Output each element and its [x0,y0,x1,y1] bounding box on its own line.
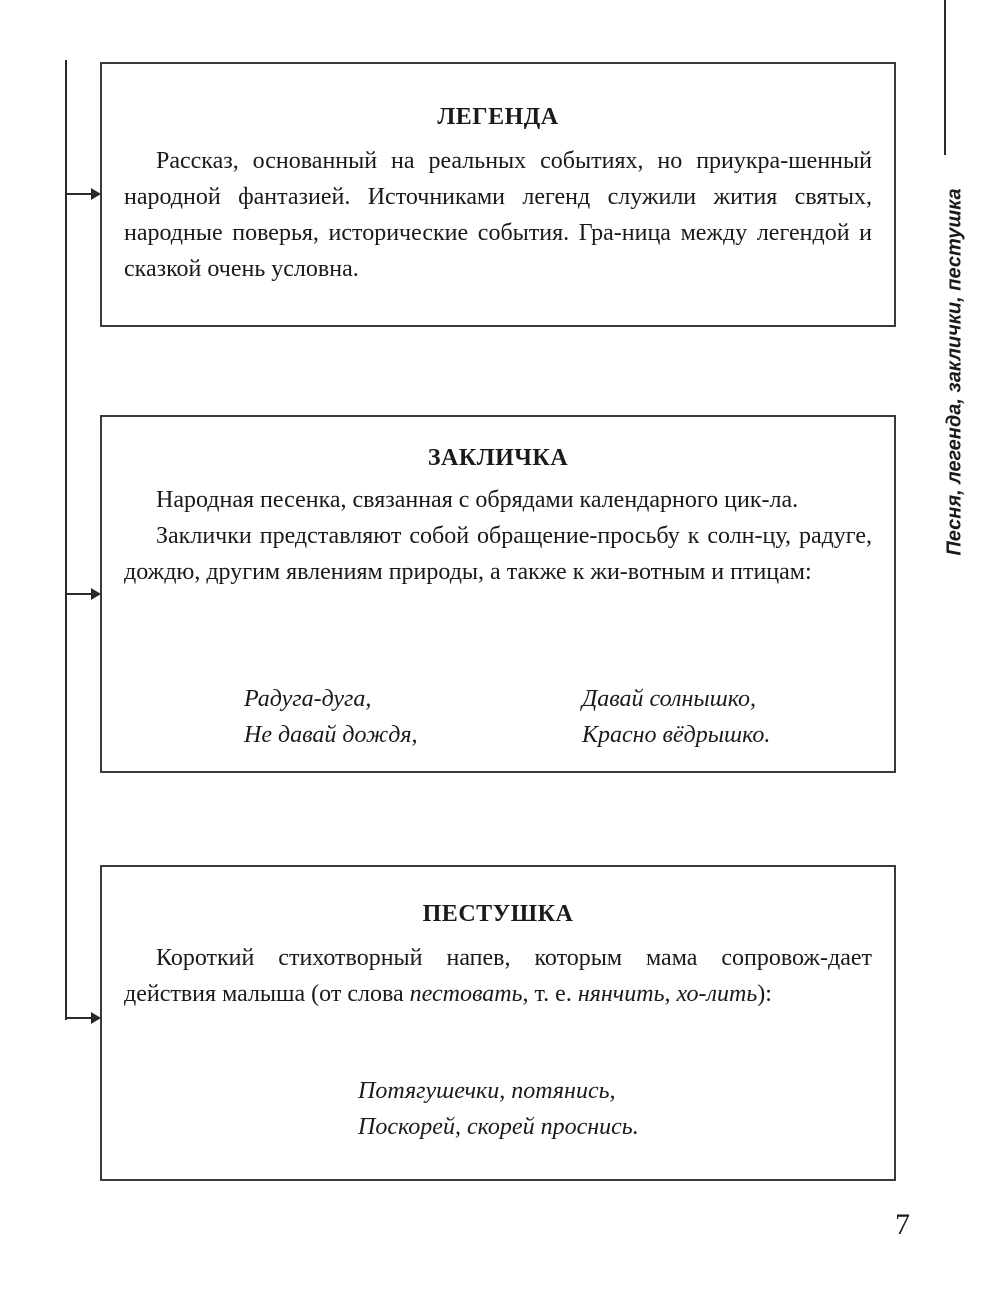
pestushka-text-after: ): [757,981,772,1007]
legenda-title: ЛЕГЕНДА [437,104,559,130]
zaklichka-poem-right [582,681,770,753]
connector-arrow-zaklichka [65,593,99,595]
pestushka-text-mid2: , [664,981,677,1007]
connector-arrow-legenda [65,193,99,195]
page-number: 7 [895,1208,910,1241]
pestushka-term-kholit: хо-лить [676,981,758,1007]
pestushka-box [100,865,896,1181]
poem-line: Красно вёдрышко. [582,722,771,748]
pestushka-text-before: Короткий стихотворный напев, которым мама сопровож-дает действия малыша (от слова [124,945,872,1007]
zaklichka-paragraph-1: Народная песенка, связанная с обрядами календарного цик-ла. [156,487,799,513]
zaklichka-box [100,415,896,773]
legenda-box [100,62,896,327]
zaklichka-poem-left [244,681,418,753]
section-side-title: Песня, легенда, заклички, пестушка [943,188,966,556]
pestushka-text [124,940,872,1012]
connector-vertical-line [65,60,67,1020]
poem-line: Потягушечки, потянись, [358,1078,616,1104]
poem-line: Радуга-дуга, [244,686,372,712]
pestushka-title: ПЕСТУШКА [422,901,574,927]
connector-arrow-pestushka [65,1017,99,1019]
zaklichka-paragraph-2: Заклички представляют собой обращение-просьбу к солн-цу, радуге, дождю, другим явлениям природы, а также к жи-вотным и птицам: [124,523,872,585]
pestushka-poem [358,1073,639,1145]
legenda-text: Рассказ, основанный на реальных событиях, но приукра-шенный народной фантазией. Источниками легенд служили жития святых, народные поверья, исторические события. Гра-ница между легендой и сказкой очень условна. [124,148,872,282]
poem-line: Поскорей, скорей проснись. [358,1114,639,1140]
pestushka-text-mid: , т. е. [522,981,578,1007]
side-rule [944,0,946,155]
zaklichka-title: ЗАКЛИЧКА [427,445,569,471]
pestushka-term-pestovat: пестовать [409,981,523,1007]
pestushka-term-nyanchit: нянчить [577,981,665,1007]
poem-line: Давай солнышко, [582,686,757,712]
poem-line: Не давай дождя, [244,722,418,748]
